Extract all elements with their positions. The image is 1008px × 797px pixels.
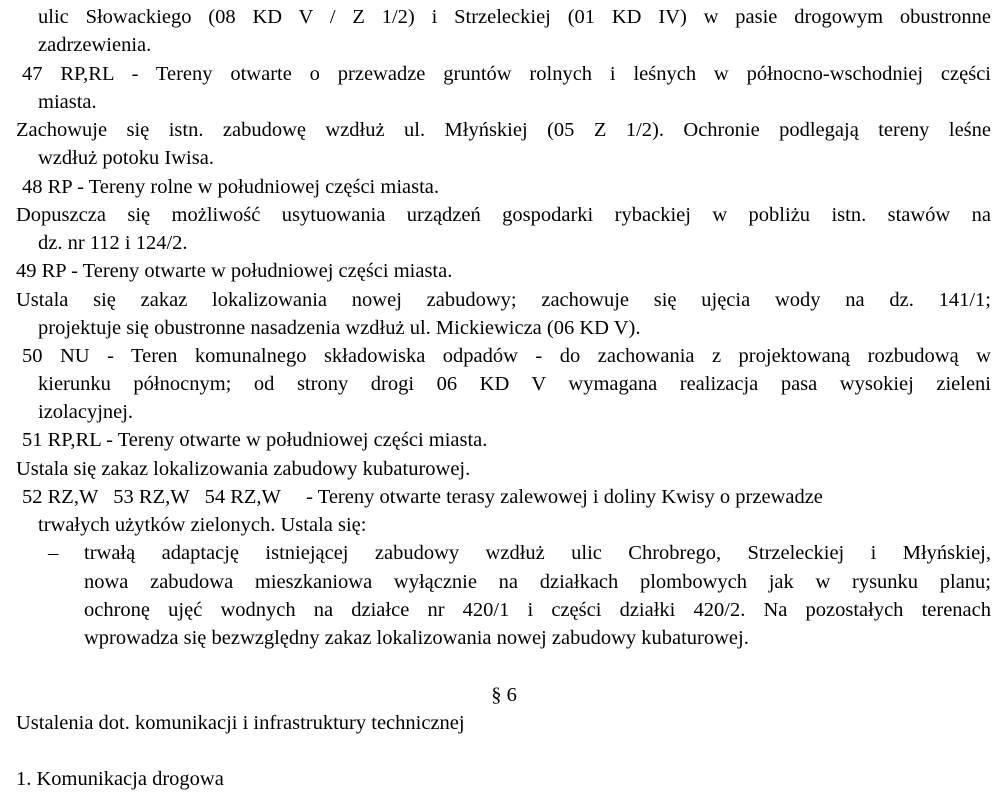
subsection-title: 1. Komunikacja drogowa [16, 768, 224, 790]
list-item-text: nowa zabudowa mieszkaniowa wyłącznie na działkach plombowych jak w rysunku planu; [84, 571, 991, 593]
section-heading-52-54: 52 RZ,W 53 RZ,W 54 RZ,W - Tereny otwarte terasy zalewowej i doliny Kwisy o przewadze [22, 486, 823, 508]
section-heading-50: 50 NU - Teren komunalnego składowiska odpadów - do zachowania z projektowaną rozbudową w [22, 345, 991, 367]
text-line: zadrzewienia. [38, 34, 152, 56]
text-line: wzdłuż potoku Iwisa. [38, 147, 214, 169]
list-item-text: trwałą adaptację istniejącej zabudowy wzdłuż ulic Chrobrego, Strzeleckiej i Młyńskiej, [84, 542, 991, 564]
text-line: projektuje się obustronne nasadzenia wzdłuż ul. Mickiewicza (06 KD V). [38, 317, 641, 339]
section-heading-51: 51 RP,RL - Tereny otwarte w południowej części miasta. [22, 429, 488, 451]
text-line: kierunku północnym; od strony drogi 06 KD V wymagana realizacja pasa wysokiej zieleni [38, 373, 991, 395]
list-item-text: ochronę ujęć wodnych na działce nr 420/1 i części działki 420/2. Na pozostałych terenach [84, 599, 991, 621]
text-line: Ustala się zakaz lokalizowania nowej zabudowy; zachowuje się ujęcia wody na dz. 141/1; [16, 289, 991, 311]
paragraph-symbol-heading: § 6 [491, 684, 517, 706]
text-line: Ustala się zakaz lokalizowania zabudowy kubaturowej. [16, 458, 471, 480]
section-heading-48: 48 RP - Tereny rolne w południowej części miasta. [22, 176, 440, 198]
list-item-text: wprowadza się bezwzględny zakaz lokalizowania nowej zabudowy kubaturowej. [84, 627, 749, 649]
text-line: dz. nr 112 i 124/2. [38, 232, 188, 254]
text-line: Dopuszcza się możliwość usytuowania urządzeń gospodarki rybackiej w pobliżu istn. stawów na [16, 204, 991, 226]
text-line: Zachowuje się istn. zabudowę wzdłuż ul. Młyńskiej (05 Z 1/2). Ochronie podlegają tereny leśne [16, 119, 991, 141]
text-line: izolacyjnej. [38, 401, 134, 423]
list-dash: – [48, 542, 59, 564]
text-line: ulic Słowackiego (08 KD V / Z 1/2) i Strzeleckiej (01 KD IV) w pasie drogowym obustronne [38, 6, 991, 28]
section-heading-49: 49 RP - Tereny otwarte w południowej części miasta. [16, 260, 453, 282]
text-line: trwałych użytków zielonych. Ustala się: [38, 514, 367, 536]
section-heading-47: 47 RP,RL - Tereny otwarte o przewadze gruntów rolnych i leśnych w północno-wschodniej części [22, 63, 991, 85]
text-line: miasta. [38, 91, 97, 113]
section-title: Ustalenia dot. komunikacji i infrastruktury technicznej [16, 712, 465, 734]
